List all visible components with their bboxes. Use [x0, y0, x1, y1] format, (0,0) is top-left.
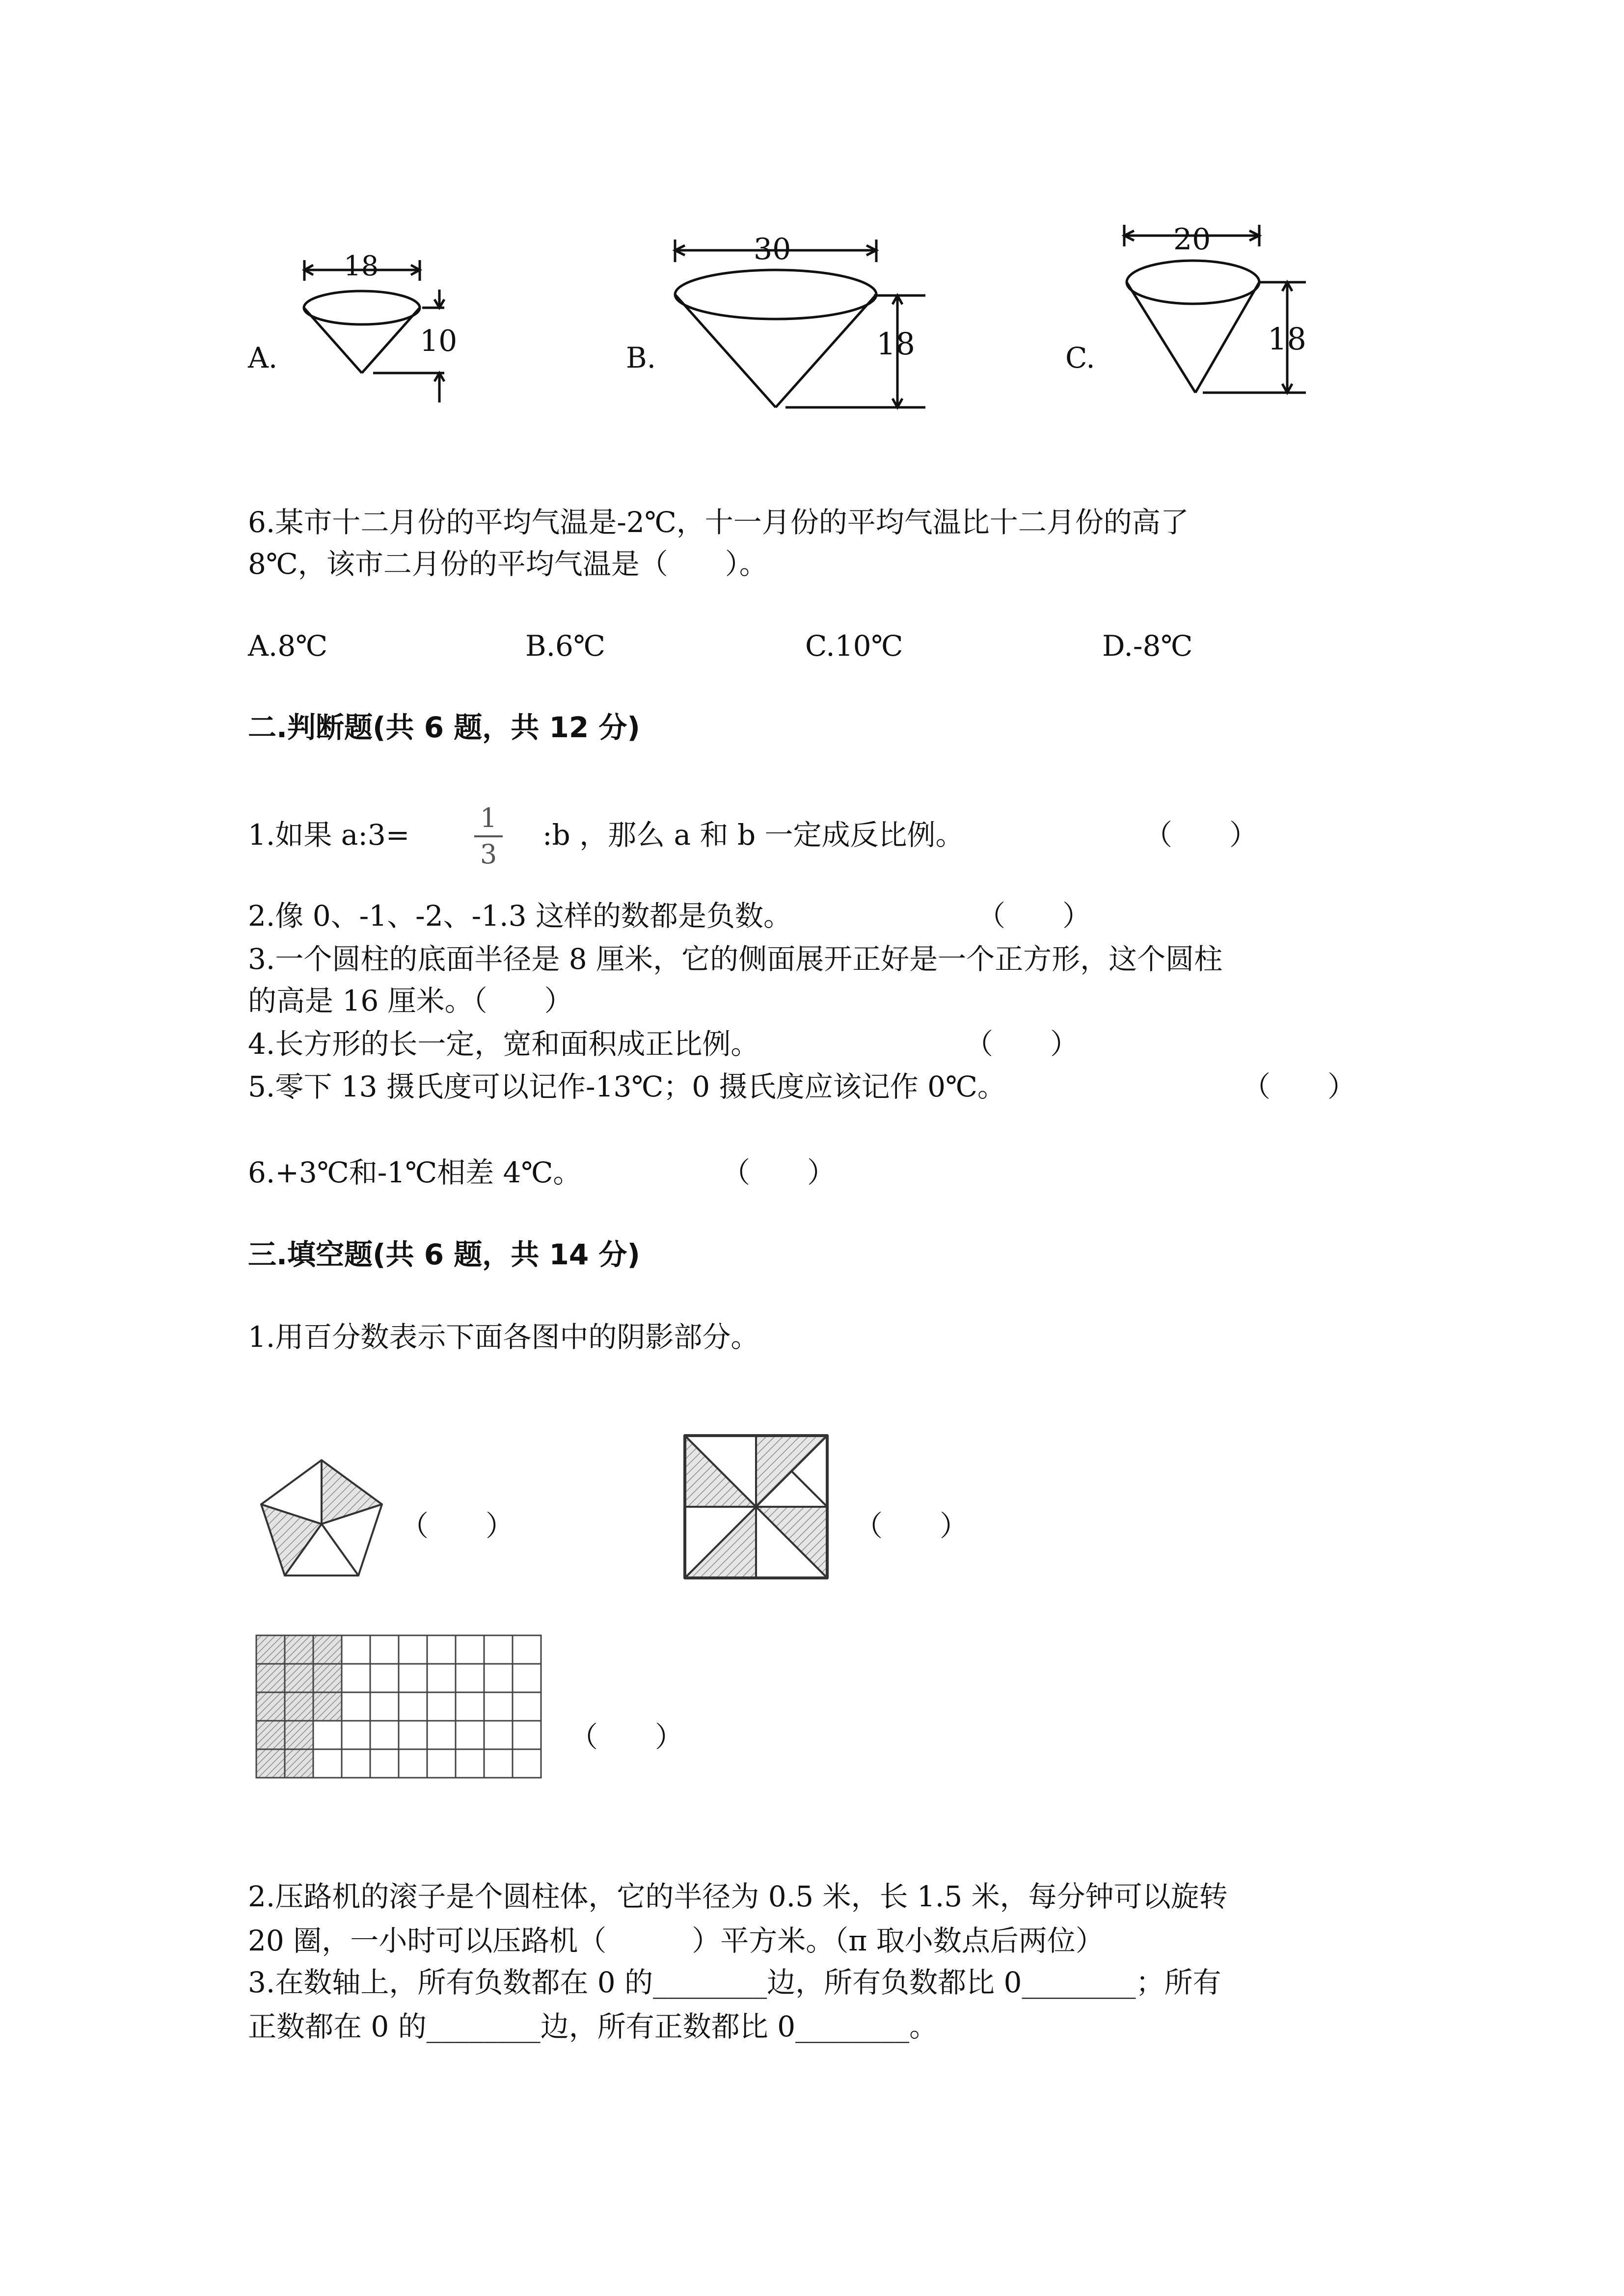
q6-line1: 6.某市十二月份的平均气温是-2℃，十一月份的平均气温比十二月份的高了	[248, 506, 1189, 539]
grid-cell	[399, 1692, 427, 1721]
grid-cell	[370, 1664, 399, 1692]
cone-c-height-label: 18	[1268, 321, 1306, 357]
s2-q6-answer-paren[interactable]: （ ）	[722, 1156, 836, 1189]
grid-cell	[370, 1692, 399, 1721]
pentagon-figure	[250, 1450, 393, 1583]
grid-cell	[427, 1664, 456, 1692]
option-a-label: A.	[248, 341, 278, 374]
grid-cell	[513, 1749, 541, 1778]
grid-cell	[513, 1664, 541, 1692]
fraction-numerator: 1	[480, 802, 497, 833]
grid-cell	[313, 1721, 342, 1749]
s2-q3-line1: 3.一个圆柱的底面半径是 8 厘米，它的侧面展开正好是一个正方形，这个圆柱	[248, 942, 1223, 976]
grid-cell	[256, 1692, 285, 1721]
cone-a-height-label: 10	[420, 324, 458, 358]
grid-cell	[370, 1749, 399, 1778]
grid-cell	[427, 1721, 456, 1749]
s2-q1-prefix: 1.如果 a:3=	[248, 818, 410, 852]
grid-cell	[342, 1749, 370, 1778]
grid-cell	[456, 1664, 484, 1692]
s3-q1-text: 1.用百分数表示下面各图中的阴影部分。	[248, 1320, 759, 1354]
grid-cell	[513, 1692, 541, 1721]
fraction-denominator: 3	[480, 839, 497, 870]
section2-heading: 二.判断题(共 6 题，共 12 分)	[248, 711, 640, 744]
grid-cell	[285, 1635, 313, 1664]
s2-q4-answer-paren[interactable]: （ ）	[965, 1027, 1079, 1061]
grid-cell	[484, 1721, 513, 1749]
q6-option-b: B.6℃	[525, 629, 605, 663]
square-answer-paren[interactable]: （ ）	[854, 1509, 969, 1543]
s3-q2-line2[interactable]: 20 圈，一小时可以压路机（ ）平方米。（π 取小数点后两位）	[248, 1924, 1104, 1957]
grid-cell	[456, 1749, 484, 1778]
s2-q3-line2[interactable]: 的高是 16 厘米。（ ）	[248, 984, 573, 1017]
grid-cell	[484, 1749, 513, 1778]
grid-cell	[285, 1721, 313, 1749]
grid-cell	[427, 1692, 456, 1721]
option-b-label: B.	[626, 341, 656, 374]
pentagon-answer-paren[interactable]: （ ）	[400, 1509, 514, 1543]
s2-q6-text: 6.+3℃和-1℃相差 4℃。	[248, 1156, 582, 1189]
grid-cell	[342, 1692, 370, 1721]
grid-cell	[399, 1664, 427, 1692]
s2-q5-text: 5.零下 13 摄氏度可以记作-13℃；0 摄氏度应该记作 0℃。	[248, 1070, 1006, 1103]
grid-cell	[456, 1635, 484, 1664]
cone-b-diameter-label: 30	[754, 232, 791, 267]
s3-q3-line1[interactable]: 3.在数轴上，所有负数都在 0 的________边，所有负数都比 0________；所有	[248, 1966, 1221, 1999]
grid-cell	[427, 1749, 456, 1778]
grid-cell	[256, 1635, 285, 1664]
section3-heading: 三.填空题(共 6 题，共 14 分)	[248, 1238, 640, 1271]
grid-cell	[399, 1749, 427, 1778]
grid-cell	[256, 1664, 285, 1692]
s2-q4-text: 4.长方形的长一定，宽和面积成正比例。	[248, 1027, 759, 1061]
cone-figure-b	[653, 221, 947, 417]
s2-q1-fraction	[471, 802, 506, 870]
cone-b-height-label: 18	[876, 326, 915, 362]
grid-answer-paren[interactable]: （ ）	[569, 1720, 684, 1754]
s2-q1-suffix: :b ，那么 a 和 b 一定成反比例。	[542, 818, 964, 852]
q6-option-c: C.10℃	[805, 629, 903, 663]
grid-cell	[456, 1721, 484, 1749]
grid-cell	[484, 1635, 513, 1664]
grid-cell	[285, 1749, 313, 1778]
grid-cell	[427, 1635, 456, 1664]
option-c-label: C.	[1065, 341, 1095, 374]
grid-cell	[370, 1721, 399, 1749]
grid-cell	[399, 1635, 427, 1664]
cone-figure-c	[1114, 216, 1340, 412]
s2-q2-answer-paren[interactable]: （ ）	[977, 899, 1091, 933]
grid-cell	[370, 1635, 399, 1664]
cone-a-diameter-label: 18	[344, 250, 379, 282]
square-figure	[680, 1431, 832, 1583]
cone-c-diameter-label: 20	[1173, 222, 1211, 257]
grid-cell	[256, 1721, 285, 1749]
grid-cell	[313, 1749, 342, 1778]
grid-cell	[256, 1749, 285, 1778]
grid-cell	[399, 1721, 427, 1749]
grid-cell	[313, 1692, 342, 1721]
grid-cell	[484, 1664, 513, 1692]
grid-cell	[456, 1692, 484, 1721]
grid-cell	[513, 1721, 541, 1749]
s2-q1-answer-paren[interactable]: （ ）	[1144, 818, 1258, 852]
grid-cell	[513, 1635, 541, 1664]
grid-cell	[342, 1664, 370, 1692]
grid-cell	[342, 1635, 370, 1664]
grid-cell	[313, 1664, 342, 1692]
s2-q2-text: 2.像 0、-1、-2、-1.3 这样的数都是负数。	[248, 899, 792, 933]
s3-q3-line2[interactable]: 正数都在 0 的________边，所有正数都比 0________。	[248, 2010, 938, 2043]
q6-line2: 8℃，该市二月份的平均气温是（ ）。	[248, 547, 768, 581]
grid-cell	[313, 1635, 342, 1664]
grid-cell	[285, 1664, 313, 1692]
grid-cell	[285, 1692, 313, 1721]
q6-option-d: D.-8℃	[1102, 629, 1193, 663]
grid-cell	[342, 1721, 370, 1749]
q6-option-a: A.8℃	[248, 629, 328, 663]
grid-figure	[255, 1634, 545, 1782]
s3-q2-line1: 2.压路机的滚子是个圆柱体，它的半径为 0.5 米，长 1.5 米，每分钟可以旋转	[248, 1880, 1228, 1913]
s2-q5-answer-paren[interactable]: （ ）	[1242, 1070, 1356, 1103]
grid-cell	[484, 1692, 513, 1721]
